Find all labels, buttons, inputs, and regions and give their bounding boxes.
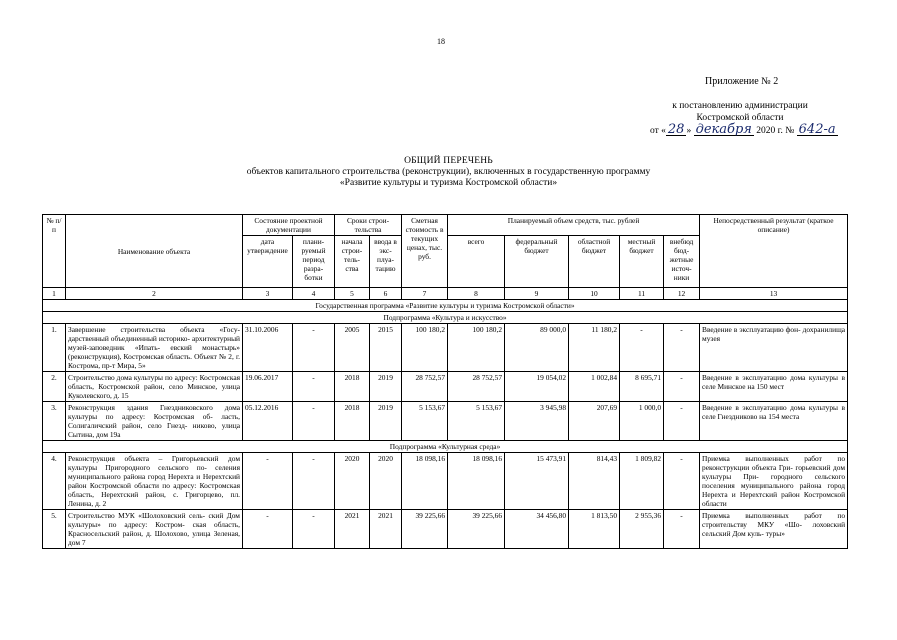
table-row: [43, 324, 848, 372]
row-name: Реконструкция здания Гнездниковского дома культуры по адресу: Костромская об- ласть, Солигаличский район, село Гнезд- никово, улица Сытина, дом 19а: [66, 402, 243, 441]
program-row: [43, 300, 848, 312]
column-number: 1: [43, 288, 66, 300]
row-approval: -: [243, 453, 293, 510]
column-number: 4: [293, 288, 335, 300]
header-result: Непосредственный результат (краткое описание): [700, 215, 848, 288]
header-regional: областной бюджет: [569, 236, 620, 288]
row-commission: 2015: [370, 324, 402, 372]
header-approval-date: дата утверждение: [243, 236, 293, 288]
row-federal: 89 000,0: [505, 324, 569, 372]
program-title: Государственная программа «Развитие культуры и туризма Костромской области»: [43, 300, 848, 312]
row-start: 2021: [335, 510, 370, 549]
row-period: -: [293, 372, 335, 402]
row-total: 39 225,66: [448, 510, 505, 549]
handwritten-month: декабря: [695, 122, 752, 137]
header-commission: ввода в экс- плуа- тацию: [370, 236, 402, 288]
row-approval: 05.12.2016: [243, 402, 293, 441]
row-num: 1.: [43, 324, 66, 372]
column-number: 10: [569, 288, 620, 300]
row-num: 5.: [43, 510, 66, 549]
row-total: 100 180,2: [448, 324, 505, 372]
row-result: Приемка выполненных работ по реконструкции объекта Гри- горьевский дом культуры При- городного сельского поселения муниципального района город Нерехта и Нерехтский район Костромской области: [700, 453, 848, 510]
document-title: [160, 156, 737, 189]
header-row-1: [43, 215, 848, 236]
title-line3: «Развитие культуры и туризма Костромской области»: [339, 178, 558, 188]
row-cost: 28 752,57: [402, 372, 448, 402]
header-terms: Сроки строи- тельства: [335, 215, 402, 236]
page-number: 18: [437, 37, 445, 46]
row-period: -: [293, 510, 335, 549]
row-local: 2 955,36: [620, 510, 664, 549]
row-period: -: [293, 324, 335, 372]
header-federal: федеральный бюджет: [505, 236, 569, 288]
decree-date-year: 2020 г. №: [753, 126, 797, 136]
column-number: 6: [370, 288, 402, 300]
table-row: [43, 453, 848, 510]
row-regional: 1 002,84: [569, 372, 620, 402]
header-name: Наименование объекта: [66, 215, 243, 288]
table-row: [43, 402, 848, 441]
title-main: ОБЩИЙ ПЕРЕЧЕНЬ: [404, 156, 493, 166]
row-start: 2005: [335, 324, 370, 372]
header-funding: Планируемый объем средств, тыс. рублей: [448, 215, 700, 236]
row-extra: -: [664, 453, 700, 510]
row-commission: 2020: [370, 453, 402, 510]
row-approval: -: [243, 510, 293, 549]
decree-line1: к постановлению администрации: [672, 101, 808, 111]
row-commission: 2019: [370, 372, 402, 402]
decree-date-line: [640, 124, 840, 137]
row-regional: 207,69: [569, 402, 620, 441]
row-cost: 5 153,67: [402, 402, 448, 441]
row-regional: 1 813,50: [569, 510, 620, 549]
row-num: 4.: [43, 453, 66, 510]
appendix-label: Приложение № 2: [705, 76, 779, 87]
row-local: 1 000,0: [620, 402, 664, 441]
decree-line2: Костромской области: [696, 113, 784, 123]
row-num: 3.: [43, 402, 66, 441]
row-cost: 18 098,16: [402, 453, 448, 510]
column-number: 2: [66, 288, 243, 300]
row-approval: 19.06.2017: [243, 372, 293, 402]
row-regional: 814,43: [569, 453, 620, 510]
column-number: 8: [448, 288, 505, 300]
row-federal: 34 456,80: [505, 510, 569, 549]
header-total: всего: [448, 236, 505, 288]
column-number: 13: [700, 288, 848, 300]
column-number: 9: [505, 288, 569, 300]
row-total: 5 153,67: [448, 402, 505, 441]
row-federal: 3 945,98: [505, 402, 569, 441]
column-number: 12: [664, 288, 700, 300]
row-cost: 39 225,66: [402, 510, 448, 549]
row-result: Введение в эксплуатацию фон- дохранилища музея: [700, 324, 848, 372]
row-local: 8 695,71: [620, 372, 664, 402]
row-commission: 2019: [370, 402, 402, 441]
handwritten-number: 642-а: [798, 122, 836, 137]
table-row: [43, 372, 848, 402]
row-extra: -: [664, 372, 700, 402]
row-result: Введение в эксплуатацию дома культуры в селе Минское на 150 мест: [700, 372, 848, 402]
row-num: 2.: [43, 372, 66, 402]
row-name: Строительство дома культуры по адресу: Костромская область, Костромской район, село Минское, улица Куколевского, д. 15: [66, 372, 243, 402]
handwritten-day: 28: [667, 122, 685, 137]
row-federal: 15 473,91: [505, 453, 569, 510]
row-name: Строительство МУК «Шолоховский сель- ский Дом культуры» по адресу: Костром- ская область, Красносельский район, д. Шолохово, улица Зеленая, дом 7: [66, 510, 243, 549]
row-result: Приемка выполненных работ по строительству МКУ «Шо- лоховский сельский Дом куль- туры»: [700, 510, 848, 549]
table-row: [43, 510, 848, 549]
column-number-row: [43, 288, 848, 300]
column-number: 5: [335, 288, 370, 300]
row-regional: 11 180,2: [569, 324, 620, 372]
row-start: 2018: [335, 402, 370, 441]
row-extra: -: [664, 324, 700, 372]
row-cost: 100 180,2: [402, 324, 448, 372]
subprogram-title: Подпрограмма «Культура и искусство»: [43, 312, 848, 324]
row-local: -: [620, 324, 664, 372]
header-num: № п/п: [43, 215, 66, 288]
decree-date-mid: »: [686, 126, 694, 136]
subprogram-row: [43, 312, 848, 324]
column-number: 7: [402, 288, 448, 300]
header-extrabudget: внебюд бюд- жетные источ- ники: [664, 236, 700, 288]
row-start: 2020: [335, 453, 370, 510]
row-start: 2018: [335, 372, 370, 402]
column-number: 11: [620, 288, 664, 300]
decree-date-prefix: от «: [650, 126, 666, 136]
decree-reference: [640, 100, 840, 137]
header-estimated-cost: Сметная стоимость в текущих ценах, тыс. руб.: [402, 215, 448, 288]
row-extra: -: [664, 510, 700, 549]
header-planned-period: плани- руемый период разра- ботки: [293, 236, 335, 288]
row-total: 18 098,16: [448, 453, 505, 510]
row-local: 1 809,82: [620, 453, 664, 510]
subprogram-title: Подпрограмма «Культурная среда»: [43, 441, 848, 453]
row-result: Введение в эксплуатацию дома культуры в селе Гнездниково на 154 места: [700, 402, 848, 441]
row-extra: -: [664, 402, 700, 441]
row-commission: 2021: [370, 510, 402, 549]
header-local: местный бюджет: [620, 236, 664, 288]
header-start: начала строи- тель- ства: [335, 236, 370, 288]
row-federal: 19 054,02: [505, 372, 569, 402]
objects-table: [42, 214, 848, 549]
header-design-state: Состояние проектной документации: [243, 215, 335, 236]
row-period: -: [293, 402, 335, 441]
row-name: Завершение строительства объекта «Госу- дарственный объединенный историко- архитектурный музей-заповедник «Ипать- евский монастырь» (реконструкция), Костромская область. Объект № 2, г. Кострома, пр-т Мира, 5»: [66, 324, 243, 372]
subprogram-row: [43, 441, 848, 453]
title-line2: объектов капитального строительства (реконструкции), включенных в государственную программу: [246, 167, 651, 177]
row-name: Реконструкция объекта – Григорьевский дом культуры Пригородного сельского по- селения муниципального района город Нерехта и Нерехтский район Костромской области по адресу: Костромская область, Нерехтский район, с. Григорцево, пл. Ленина, д. 2: [66, 453, 243, 510]
row-total: 28 752,57: [448, 372, 505, 402]
column-number: 3: [243, 288, 293, 300]
row-period: -: [293, 453, 335, 510]
row-approval: 31.10.2006: [243, 324, 293, 372]
